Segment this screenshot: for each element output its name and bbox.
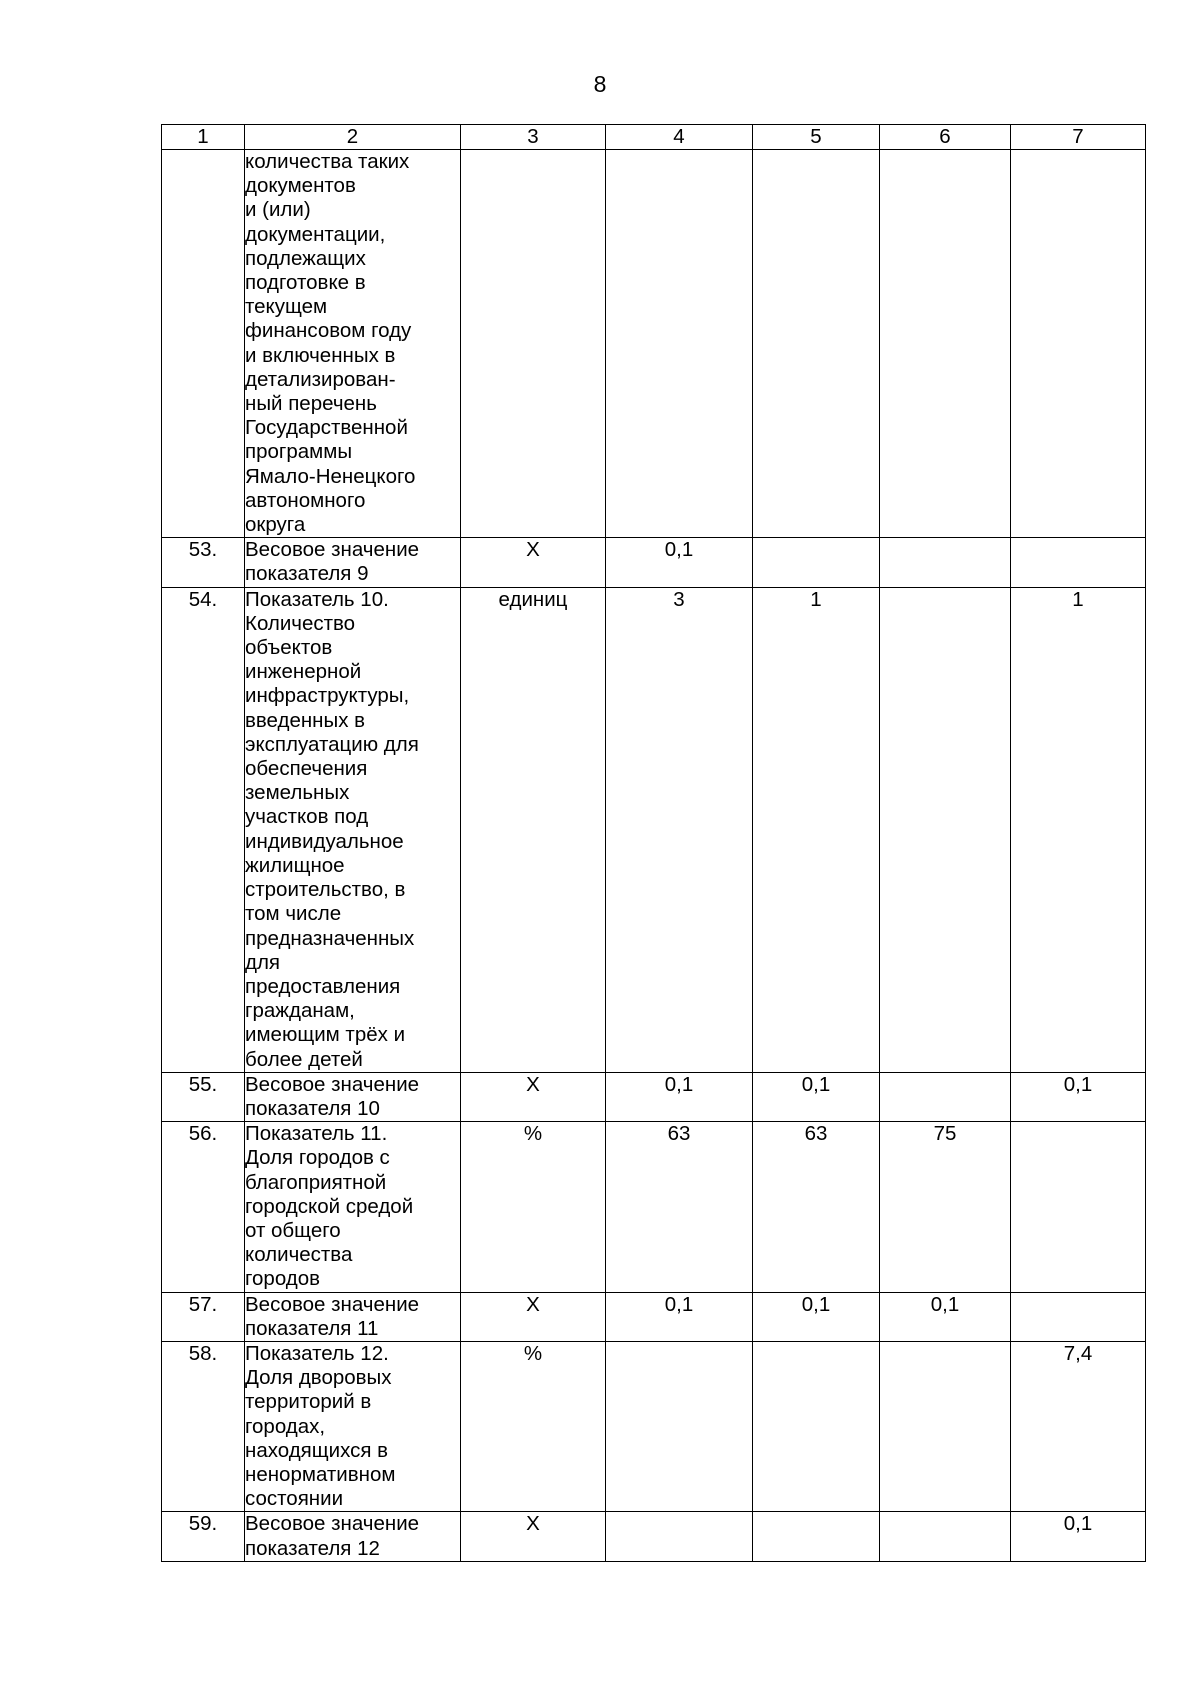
row-number-cell: 56. xyxy=(162,1122,245,1292)
unit-cell xyxy=(461,150,606,538)
indicator-name-line: Количество xyxy=(245,611,356,635)
row-number-cell: 58. xyxy=(162,1341,245,1511)
row-number-cell: 54. xyxy=(162,587,245,1072)
column-7-cell: 0,1 xyxy=(1011,1072,1146,1121)
indicator-name-line: подлежащих xyxy=(245,246,366,270)
indicator-name-cell xyxy=(245,538,461,587)
column-5-cell: 0,1 xyxy=(753,1072,880,1121)
column-7-cell xyxy=(1011,150,1146,538)
indicator-name-cell xyxy=(245,1122,461,1292)
indicator-name-line: количества xyxy=(245,1243,353,1267)
header-cell-7: 7 xyxy=(1011,125,1146,150)
indicator-name-line: имеющим трёх и xyxy=(245,1023,406,1047)
indicator-name-line: подготовке в xyxy=(245,271,366,295)
column-6-cell xyxy=(880,1072,1011,1121)
table-header xyxy=(162,125,1146,150)
indicator-name-line: объектов xyxy=(245,636,333,660)
indicator-name-line: Весовое значение xyxy=(245,1512,420,1536)
indicator-name-line: Доля дворовых xyxy=(245,1366,392,1390)
indicator-name-line: программы xyxy=(245,440,353,464)
row-number-cell: 55. xyxy=(162,1072,245,1121)
indicator-name-line: гражданам, xyxy=(245,999,355,1023)
table-row xyxy=(162,587,1146,1072)
table-row xyxy=(162,538,1146,587)
unit-cell: Х xyxy=(461,1512,606,1561)
header-cell-4: 4 xyxy=(606,125,753,150)
indicator-name-line: более детей xyxy=(245,1047,363,1071)
indicator-name-line: показателя 11 xyxy=(245,1316,379,1340)
table-row xyxy=(162,1341,1146,1511)
column-6-cell xyxy=(880,1512,1011,1561)
indicator-name-cell xyxy=(245,1512,461,1561)
column-6-cell xyxy=(880,587,1011,1072)
indicator-name-line: документации, xyxy=(245,222,386,246)
indicator-name-line: Показатель 12. xyxy=(245,1341,389,1365)
column-7-cell xyxy=(1011,1122,1146,1292)
indicator-name-line: автономного xyxy=(245,488,366,512)
indicator-name-line: количества таких xyxy=(245,150,410,173)
unit-cell: Х xyxy=(461,1072,606,1121)
column-4-cell xyxy=(606,1512,753,1561)
table-body xyxy=(162,150,1146,1562)
indicator-name-cell xyxy=(245,150,461,538)
column-5-cell: 1 xyxy=(753,587,880,1072)
column-5-cell xyxy=(753,1341,880,1511)
row-number-cell xyxy=(162,150,245,538)
indicator-name-line: показателя 12 xyxy=(245,1536,380,1560)
indicator-name-line: показателя 9 xyxy=(245,562,369,586)
header-cell-1: 1 xyxy=(162,125,245,150)
column-4-cell: 0,1 xyxy=(606,1072,753,1121)
table-row xyxy=(162,1292,1146,1341)
unit-cell: % xyxy=(461,1122,606,1292)
indicator-name-line: эксплуатацию для xyxy=(245,732,419,756)
indicator-name-cell xyxy=(245,587,461,1072)
table-row xyxy=(162,150,1146,538)
indicator-name-line: городской средой xyxy=(245,1194,414,1218)
column-4-cell: 3 xyxy=(606,587,753,1072)
indicator-name-cell xyxy=(245,1341,461,1511)
indicator-name-line: предназначенных xyxy=(245,926,415,950)
column-7-cell: 0,1 xyxy=(1011,1512,1146,1561)
indicator-name-line: ненормативном xyxy=(245,1462,396,1486)
indicator-name-line: городах, xyxy=(245,1414,326,1438)
indicator-name-line: обеспечения xyxy=(245,757,368,781)
page-number: 8 xyxy=(593,71,607,97)
indicator-name-line: предоставления xyxy=(245,974,401,998)
indicator-name-line: Показатель 11. xyxy=(245,1122,388,1146)
header-cell-5: 5 xyxy=(753,125,880,150)
indicator-name-line: городов xyxy=(245,1267,321,1291)
indicator-name-line: ный перечень xyxy=(245,392,377,416)
indicator-name-line: жилищное xyxy=(245,853,345,877)
header-cell-3: 3 xyxy=(461,125,606,150)
indicator-name-line: инженерной xyxy=(245,660,362,684)
column-5-cell xyxy=(753,150,880,538)
column-4-cell xyxy=(606,1341,753,1511)
column-6-cell xyxy=(880,1341,1011,1511)
indicators-table xyxy=(161,124,1146,1562)
row-number-cell: 53. xyxy=(162,538,245,587)
indicator-name-line: Показатель 10. xyxy=(245,587,389,611)
indicator-name-line: детализирован- xyxy=(245,367,396,391)
column-6-cell: 0,1 xyxy=(880,1292,1011,1341)
table-row xyxy=(162,1512,1146,1561)
column-6-cell: 75 xyxy=(880,1122,1011,1292)
unit-cell: единиц xyxy=(461,587,606,1072)
header-row xyxy=(162,125,1146,150)
column-6-cell xyxy=(880,150,1011,538)
indicator-name-line: введенных в xyxy=(245,708,366,732)
column-7-cell xyxy=(1011,1292,1146,1341)
indicator-name-line: инфраструктуры, xyxy=(245,684,410,708)
row-number-cell: 57. xyxy=(162,1292,245,1341)
column-7-cell xyxy=(1011,538,1146,587)
unit-cell: Х xyxy=(461,1292,606,1341)
indicator-name-line: индивидуальное xyxy=(245,829,404,853)
indicator-name-line: благоприятной xyxy=(245,1170,387,1194)
indicator-name-line: документов xyxy=(245,174,356,198)
indicator-name-line: округа xyxy=(245,513,306,537)
column-5-cell: 63 xyxy=(753,1122,880,1292)
indicator-name-line: Ямало-Ненецкого xyxy=(245,464,416,488)
indicator-name-line: строительство, в xyxy=(245,878,406,902)
row-number-cell: 59. xyxy=(162,1512,245,1561)
indicator-name-line: для xyxy=(245,950,281,974)
header-cell-6: 6 xyxy=(880,125,1011,150)
indicator-name-line: земельных xyxy=(245,781,350,805)
table-row xyxy=(162,1122,1146,1292)
indicator-name-line: Весовое значение xyxy=(245,538,420,562)
indicator-name-line: том числе xyxy=(245,902,342,926)
column-5-cell: 0,1 xyxy=(753,1292,880,1341)
indicator-name-line: Доля городов с xyxy=(245,1146,390,1170)
indicator-name-line: и (или) xyxy=(245,198,311,222)
indicator-name-line: состоянии xyxy=(245,1487,344,1511)
indicator-name-line: территорий в xyxy=(245,1390,372,1414)
indicator-name-line: финансовом году xyxy=(245,319,412,343)
indicator-name-line: Весовое значение xyxy=(245,1292,420,1316)
indicator-name-line: находящихся в xyxy=(245,1438,389,1462)
table-row xyxy=(162,1072,1146,1121)
indicator-name-line: от общего xyxy=(245,1218,341,1242)
unit-cell: Х xyxy=(461,538,606,587)
indicator-name-line: Государственной xyxy=(245,416,408,440)
indicator-name-line: и включенных в xyxy=(245,343,396,367)
column-5-cell xyxy=(753,538,880,587)
indicator-name-line: участков под xyxy=(245,805,369,829)
column-7-cell: 1 xyxy=(1011,587,1146,1072)
column-6-cell xyxy=(880,538,1011,587)
indicator-name-line: показателя 10 xyxy=(245,1096,380,1120)
column-4-cell xyxy=(606,150,753,538)
indicator-name-line: Весовое значение xyxy=(245,1072,420,1096)
indicator-name-cell xyxy=(245,1072,461,1121)
column-4-cell: 63 xyxy=(606,1122,753,1292)
header-cell-2: 2 xyxy=(245,125,461,150)
column-4-cell: 0,1 xyxy=(606,1292,753,1341)
column-7-cell: 7,4 xyxy=(1011,1341,1146,1511)
indicator-name-cell xyxy=(245,1292,461,1341)
column-4-cell: 0,1 xyxy=(606,538,753,587)
indicator-name-line: текущем xyxy=(245,295,328,319)
column-5-cell xyxy=(753,1512,880,1561)
unit-cell: % xyxy=(461,1341,606,1511)
